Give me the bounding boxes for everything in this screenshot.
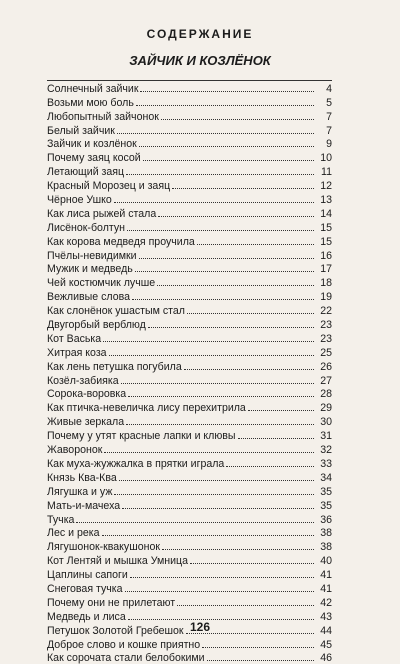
toc-entry-page: 40	[320, 555, 332, 568]
dot-leader	[136, 105, 314, 106]
toc-entry-page: 14	[320, 207, 332, 220]
toc-entry-page: 17	[320, 263, 332, 276]
toc-entry	[47, 581, 332, 595]
toc-entry	[47, 289, 332, 303]
dot-leader	[158, 216, 314, 217]
toc-entry	[47, 206, 332, 220]
dot-leader	[128, 396, 314, 397]
toc-entry	[47, 526, 332, 540]
dot-leader	[102, 535, 315, 536]
toc-entry-page: 44	[320, 624, 332, 637]
toc-entry-title: Чёрное Ушко	[47, 194, 112, 207]
dot-leader	[139, 146, 314, 147]
toc-entry-title: Почему у утят красные лапки и клювы	[47, 430, 236, 443]
toc-entry	[47, 109, 332, 123]
toc-entry-page: 13	[320, 194, 332, 207]
dot-leader	[143, 160, 314, 161]
toc-entry-title: Сорока-воровка	[47, 388, 127, 401]
toc-entry	[47, 428, 332, 442]
toc-entry-title: Хитрая коза	[47, 346, 107, 359]
toc-entry-title: Цаплины сапоги	[47, 569, 128, 582]
dot-leader	[121, 383, 314, 384]
toc-entry-page: 12	[320, 180, 332, 193]
toc-entry	[47, 359, 332, 373]
toc-entry	[47, 137, 332, 151]
toc-entry-title: Почему заяц косой	[47, 152, 141, 165]
dot-leader	[226, 466, 314, 467]
toc-entry-page: 35	[320, 499, 332, 512]
toc-entry	[47, 81, 332, 95]
dot-leader	[103, 341, 314, 342]
dot-leader	[132, 299, 314, 300]
toc-entry	[47, 456, 332, 470]
toc-entry-page: 23	[320, 319, 332, 332]
toc-entry-title: Как птичка-невеличка лису перехитрила	[47, 402, 246, 415]
toc-entry-title: Жаворонок	[47, 444, 103, 457]
toc-entry	[47, 595, 332, 609]
toc-entry-title: Мужик и медведь	[47, 263, 133, 276]
toc-entry	[47, 303, 332, 317]
toc-entry-page: 34	[320, 471, 332, 484]
toc-entry-title: Как слонёнок ушастым стал	[47, 305, 185, 318]
toc-entry-title: Летающий заяц	[47, 166, 125, 179]
contents-heading: СОДЕРЖАНИЕ	[146, 27, 254, 41]
dot-leader	[157, 285, 314, 286]
toc-entry	[47, 414, 332, 428]
toc-entry	[47, 651, 332, 664]
dot-leader	[161, 119, 314, 120]
toc-entry-title: Красный Морозец и заяц	[47, 180, 171, 193]
toc-entry-title: Кот Васька	[47, 332, 102, 345]
toc-entry-title: Петушок Золотой Гребешок	[47, 624, 184, 637]
toc-entry	[47, 400, 332, 414]
toc-entry	[47, 150, 332, 164]
toc-entry-page: 31	[320, 430, 332, 443]
dot-leader	[114, 202, 314, 203]
toc-entry-page: 45	[320, 638, 332, 651]
dot-leader	[162, 549, 314, 550]
toc-entry	[47, 220, 332, 234]
toc-entry-title: Как корова медведя проучила	[47, 235, 195, 248]
toc-entry-title: Почему они не прилетают	[47, 596, 176, 609]
dot-leader	[140, 91, 314, 92]
toc-entry	[47, 164, 332, 178]
toc-entry-page: 41	[320, 582, 332, 595]
dot-leader	[109, 355, 314, 356]
dot-leader	[104, 452, 314, 453]
toc-entry	[47, 331, 332, 345]
dot-leader	[238, 438, 314, 439]
toc-entry-title: Пчёлы-невидимки	[47, 249, 137, 262]
toc-entry	[47, 442, 332, 456]
dot-leader	[76, 522, 314, 523]
toc-entry	[47, 345, 332, 359]
page-number: 126	[189, 620, 211, 634]
toc-entry-page: 27	[320, 374, 332, 387]
toc-entry-title: Медведь и лиса	[47, 610, 126, 623]
toc-entry-title: Мать-и-мачеха	[47, 499, 121, 512]
toc-entry	[47, 178, 332, 192]
toc-entry	[47, 484, 332, 498]
section-title: ЗАЙЧИК И КОЗЛЁНОК	[129, 53, 271, 68]
dot-leader	[197, 244, 314, 245]
toc-entry	[47, 470, 332, 484]
toc-entry-title: Двугорбый верблюд	[47, 319, 146, 332]
toc-entry-title: Доброе слово и кошке приятно	[47, 638, 201, 651]
toc-entry-title: Вежливые слова	[47, 291, 130, 304]
toc-entry-page: 28	[320, 388, 332, 401]
toc-entry-title: Лисёнок-болтун	[47, 221, 125, 234]
toc-entry-page: 18	[320, 277, 332, 290]
toc-entry-page: 22	[320, 305, 332, 318]
dot-leader	[122, 508, 314, 509]
toc-entry-title: Как сорочата стали белобокими	[47, 652, 205, 664]
toc-entry-title: Снеговая тучка	[47, 582, 123, 595]
toc-entry	[47, 262, 332, 276]
dot-leader	[125, 591, 314, 592]
toc-entry-page: 5	[326, 96, 332, 109]
table-of-contents	[47, 80, 332, 664]
toc-entry	[47, 317, 332, 331]
toc-entry-title: Как лиса рыжей стала	[47, 207, 157, 220]
toc-entry-page: 46	[320, 652, 332, 664]
toc-entry-title: Князь Ква-Ква	[47, 471, 117, 484]
toc-entry-page: 43	[320, 610, 332, 623]
dot-leader	[135, 271, 314, 272]
toc-entry-page: 30	[320, 416, 332, 429]
toc-entry-page: 35	[320, 485, 332, 498]
toc-entry	[47, 234, 332, 248]
toc-entry-page: 4	[326, 82, 332, 95]
toc-entry-title: Кот Лентяй и мышка Умница	[47, 555, 188, 568]
dot-leader	[119, 480, 314, 481]
toc-entry-title: Лягушка и уж	[47, 485, 113, 498]
dot-leader	[130, 577, 314, 578]
dot-leader	[117, 133, 314, 134]
toc-entry-page: 9	[326, 138, 332, 151]
toc-entry-page: 15	[320, 235, 332, 248]
toc-entry	[47, 512, 332, 526]
toc-entry-page: 36	[320, 513, 332, 526]
toc-entry-page: 7	[326, 110, 332, 123]
toc-entry-title: Возьми мою боль	[47, 96, 134, 109]
toc-entry-page: 10	[320, 152, 332, 165]
toc-entry	[47, 95, 332, 109]
dot-leader	[114, 494, 314, 495]
toc-entry	[47, 275, 332, 289]
toc-entry-page: 42	[320, 596, 332, 609]
toc-entry	[47, 248, 332, 262]
dot-leader	[126, 424, 314, 425]
toc-entry-page: 29	[320, 402, 332, 415]
toc-entry-title: Козёл-забияка	[47, 374, 119, 387]
toc-entry-title: Лес и река	[47, 527, 100, 540]
toc-entry-page: 19	[320, 291, 332, 304]
toc-entry-page: 23	[320, 332, 332, 345]
toc-entry-title: Чей костюмчик лучше	[47, 277, 156, 290]
toc-entry-title: Живые зеркала	[47, 416, 125, 429]
toc-entry-page: 32	[320, 444, 332, 457]
toc-entry-page: 7	[326, 124, 332, 137]
dot-leader	[148, 327, 314, 328]
dot-leader	[139, 258, 314, 259]
toc-entry	[47, 637, 332, 651]
toc-entry-page: 15	[320, 221, 332, 234]
toc-entry-page: 38	[320, 541, 332, 554]
toc-entry-page: 38	[320, 527, 332, 540]
dot-leader	[207, 660, 314, 661]
toc-entry-title: Зайчик и козлёнок	[47, 138, 137, 151]
toc-entry-title: Лягушонок-квакушонок	[47, 541, 160, 554]
toc-entry-page: 41	[320, 569, 332, 582]
toc-entry-title: Как муха-жужжалка в прятки играла	[47, 457, 225, 470]
toc-entry	[47, 539, 332, 553]
toc-entry	[47, 123, 332, 137]
dot-leader	[190, 563, 314, 564]
dot-leader	[127, 230, 314, 231]
toc-entry-page: 11	[321, 166, 332, 179]
toc-entry	[47, 567, 332, 581]
toc-entry-title: Любопытный зайчонок	[47, 110, 159, 123]
dot-leader	[184, 369, 314, 370]
toc-entry-title: Тучка	[47, 513, 75, 526]
toc-entry-page: 26	[320, 360, 332, 373]
toc-entry	[47, 553, 332, 567]
dot-leader	[126, 174, 314, 175]
toc-entry	[47, 373, 332, 387]
toc-entry	[47, 387, 332, 401]
dot-leader	[202, 647, 314, 648]
toc-entry-page: 16	[320, 249, 332, 262]
toc-entry-title: Как лень петушка погубила	[47, 360, 182, 373]
toc-entry-page: 25	[320, 346, 332, 359]
toc-entry	[47, 192, 332, 206]
dot-leader	[187, 313, 314, 314]
toc-entry-title: Солнечный зайчик	[47, 82, 139, 95]
toc-entry-title: Белый зайчик	[47, 124, 115, 137]
dot-leader	[172, 188, 314, 189]
toc-entry	[47, 498, 332, 512]
dot-leader	[177, 605, 314, 606]
toc-entry-page: 33	[320, 457, 332, 470]
dot-leader	[248, 410, 314, 411]
